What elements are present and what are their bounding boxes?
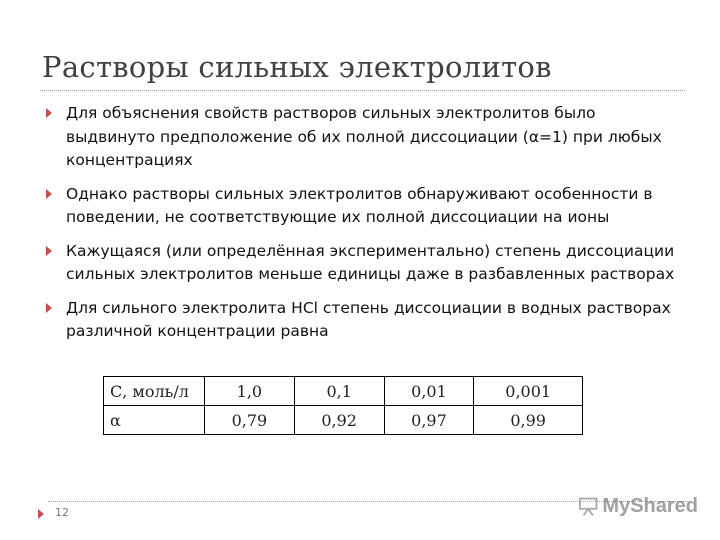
- table-cell: 1,0: [205, 377, 295, 406]
- bullet-arrow-icon: [46, 189, 52, 199]
- bullet-item: [44, 240, 684, 287]
- table-cell: 0,92: [294, 406, 384, 435]
- footer-arrow-icon: [38, 509, 44, 519]
- page-number: 12: [55, 506, 69, 519]
- bullet-text: Однако растворы сильных электролитов обнаруживают особенности в поведении, не соответствующие их полной диссоциации на ионы: [66, 184, 653, 226]
- table-row: [104, 406, 583, 435]
- bullet-text: Для сильного электролита HCl степень диссоциации в водных растворах различной концентрации равна: [66, 298, 671, 340]
- slide-title: Растворы сильных электролитов: [42, 50, 552, 84]
- bullet-text: Кажущаяся (или определённая экспериментально) степень диссоциации сильных электролитов меньше единицы даже в разбавленных растворах: [66, 241, 675, 283]
- bullet-text: Для объяснения свойств растворов сильных электролитов было выдвинуто предположение об их полной диссоциации (α=1) при любых концентрациях: [66, 104, 662, 169]
- bullet-arrow-icon: [46, 108, 52, 118]
- bullet-arrow-icon: [46, 246, 52, 256]
- bullet-item: [44, 183, 684, 230]
- watermark-logo: [578, 490, 698, 522]
- table-cell: 0,01: [384, 377, 474, 406]
- table-cell: α: [104, 406, 205, 435]
- dissociation-table: [103, 376, 583, 435]
- bullet-item: [44, 297, 684, 344]
- table-cell: 0,97: [384, 406, 474, 435]
- table-cell: 0,001: [474, 377, 583, 406]
- bullet-item: [44, 102, 684, 173]
- table-cell: С, моль/л: [104, 377, 205, 406]
- bullet-arrow-icon: [46, 303, 52, 313]
- bullet-list: [44, 102, 684, 354]
- presentation-icon: [578, 495, 598, 517]
- title-divider: [40, 90, 685, 91]
- table-cell: 0,79: [205, 406, 295, 435]
- watermark-text: MyShared: [602, 494, 698, 517]
- table-cell: 0,99: [474, 406, 583, 435]
- table-row: [104, 377, 583, 406]
- table-cell: 0,1: [294, 377, 384, 406]
